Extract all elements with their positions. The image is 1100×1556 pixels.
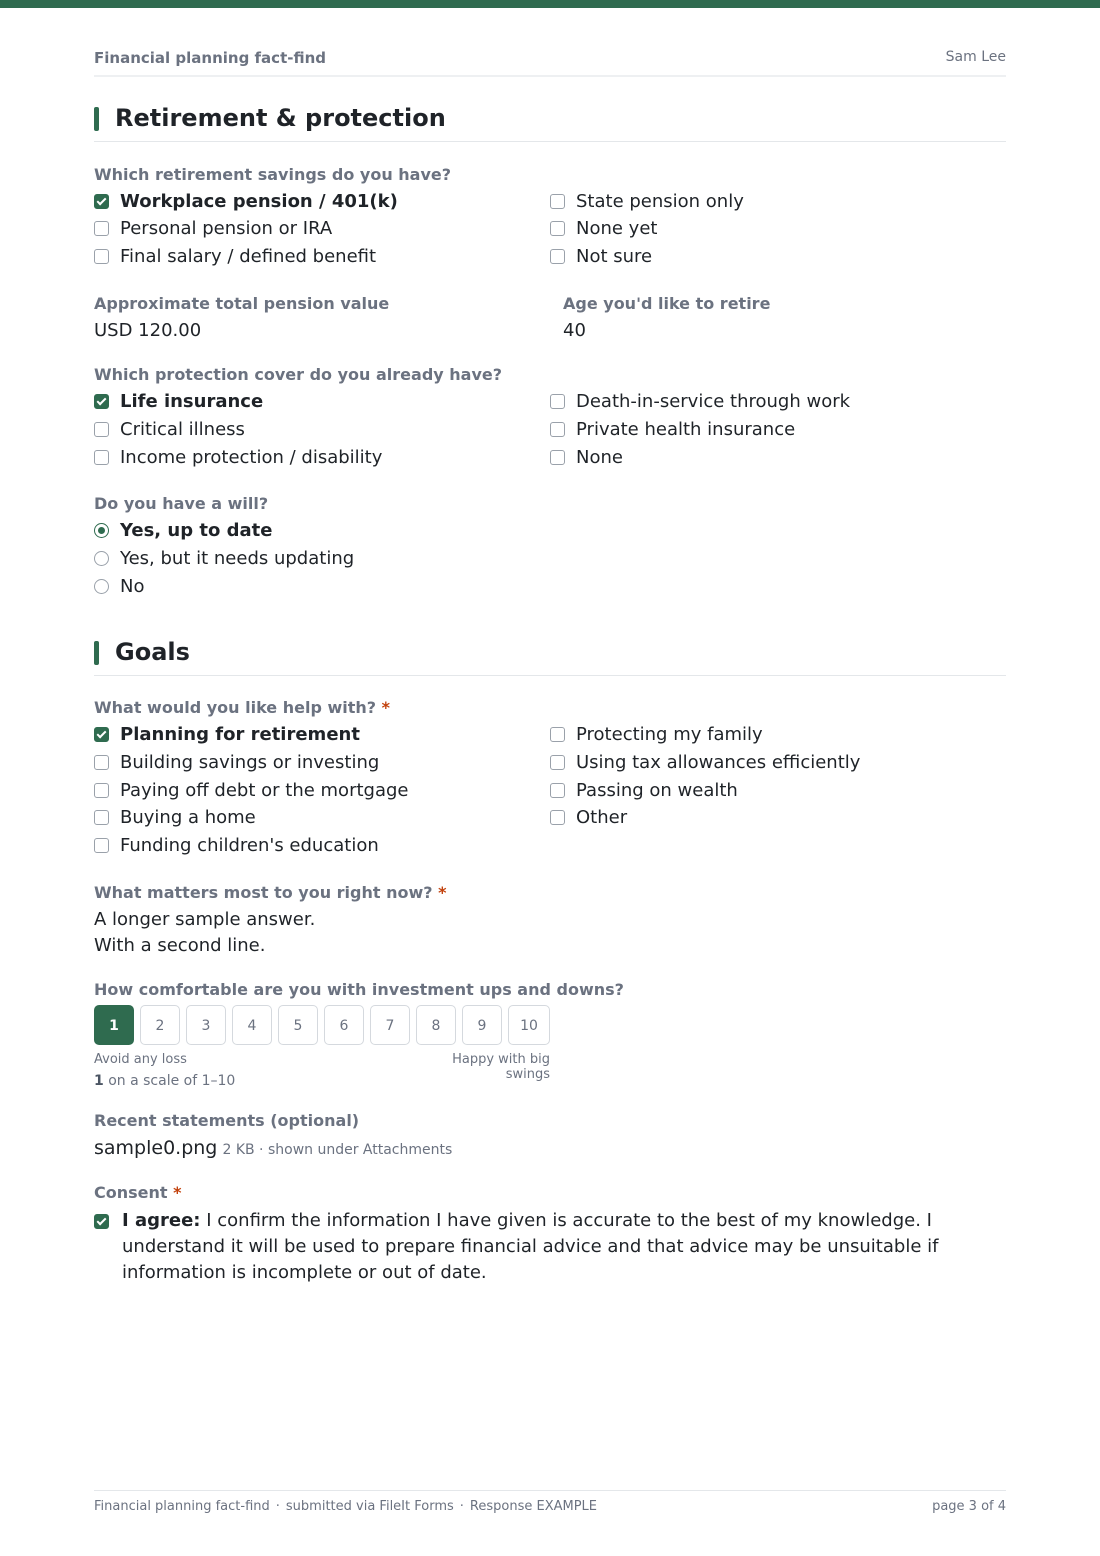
checkbox-icon — [94, 755, 109, 770]
matters-most-answer-line-1: A longer sample answer. — [94, 909, 316, 930]
option-label: Income protection / disability — [120, 447, 383, 468]
option-label: None yet — [576, 218, 658, 239]
question-protection: Which protection cover do you already have? — [94, 365, 503, 384]
radio-icon — [94, 579, 109, 594]
checkbox-icon — [550, 422, 565, 437]
checkbox-checked-icon — [94, 1214, 109, 1229]
question-statements: Recent statements (optional) — [94, 1111, 360, 1130]
scale-high-label: Happy with big swings — [452, 1052, 550, 1082]
consent-statement — [122, 1208, 994, 1286]
option-label: Passing on wealth — [576, 780, 738, 801]
question-consent — [94, 1183, 182, 1203]
required-marker: * — [381, 698, 390, 717]
option-label: Using tax allowances efficiently — [576, 752, 861, 773]
footer-response: Response EXAMPLE — [469, 1499, 597, 1514]
scale-point-7[interactable]: 7 — [370, 1005, 410, 1045]
question-help-with — [94, 698, 390, 718]
scale-low-label: Avoid any loss — [94, 1052, 187, 1067]
option-label: Private health insurance — [576, 419, 796, 440]
checkbox-icon — [94, 221, 109, 236]
required-marker: * — [173, 1183, 182, 1202]
pension-value-answer: USD 120.00 — [94, 320, 202, 341]
attachment-filename[interactable]: sample0.png — [94, 1137, 218, 1159]
checkbox-icon — [550, 450, 565, 465]
footer-submitted: submitted via FileIt Forms — [285, 1499, 454, 1514]
footer-form-name: Financial planning fact-find — [94, 1499, 270, 1514]
option-label: Protecting my family — [576, 724, 763, 745]
checkbox-checked-icon — [94, 194, 109, 209]
checkbox-icon — [94, 810, 109, 825]
checkbox-icon — [94, 838, 109, 853]
option-label: No — [120, 576, 145, 597]
option-label: Buying a home — [120, 807, 256, 828]
checkbox-icon — [550, 783, 565, 798]
scale-summary-text: on a scale of 1–10 — [108, 1073, 236, 1089]
option-label: Funding children's education — [120, 835, 379, 856]
question-risk-scale: How comfortable are you with investment ups and downs? — [94, 980, 624, 999]
scale-point-4[interactable]: 4 — [232, 1005, 272, 1045]
footer-separator: · — [459, 1499, 464, 1514]
attachment-meta: 2 KB · shown under Attachments — [222, 1142, 453, 1158]
option-label: Final salary / defined benefit — [120, 246, 377, 267]
option-label: Yes, up to date — [120, 520, 273, 541]
question-text: Consent — [94, 1183, 168, 1202]
scale-point-1[interactable]: 1 — [94, 1005, 134, 1045]
footer-left — [94, 1499, 597, 1514]
section-heading-retirement — [94, 103, 1006, 142]
checkbox-icon — [550, 221, 565, 236]
section-accent-bar — [94, 107, 99, 131]
scale-point-10[interactable]: 10 — [508, 1005, 550, 1045]
section-title: Retirement & protection — [115, 104, 446, 132]
radio-icon — [94, 551, 109, 566]
option-label: Personal pension or IRA — [120, 218, 333, 239]
consent-text: I confirm the information I have given is accurate to the best of my knowledge. I understand it will be used to prepare financial advice and that advice may be unsuitable if information is incomplete or out of date. — [122, 1210, 939, 1283]
option-label: Critical illness — [120, 419, 245, 440]
scale-point-3[interactable]: 3 — [186, 1005, 226, 1045]
option-label: Other — [576, 807, 628, 828]
question-pension-value: Approximate total pension value — [94, 294, 390, 313]
matters-most-answer-line-2: With a second line. — [94, 935, 266, 956]
checkbox-icon — [94, 450, 109, 465]
question-matters-most — [94, 883, 447, 903]
checkbox-icon — [550, 394, 565, 409]
option-label: Building savings or investing — [120, 752, 380, 773]
checkbox-icon — [550, 810, 565, 825]
footer-separator: · — [275, 1499, 280, 1514]
option-label: State pension only — [576, 191, 744, 212]
checkbox-icon — [94, 422, 109, 437]
scale-point-6[interactable]: 6 — [324, 1005, 364, 1045]
option-label: Planning for retirement — [120, 724, 360, 745]
running-header — [94, 49, 1006, 77]
scale-summary — [94, 1073, 235, 1089]
option-label: Yes, but it needs updating — [120, 548, 355, 569]
option-label: Life insurance — [120, 391, 264, 412]
section-title: Goals — [115, 638, 190, 666]
required-marker: * — [438, 883, 447, 902]
section-heading-goals — [94, 637, 1006, 676]
checkbox-icon — [550, 249, 565, 264]
retire-age-answer: 40 — [563, 320, 586, 341]
option-label: Workplace pension / 401(k) — [120, 191, 398, 212]
attachment-entry — [94, 1137, 452, 1159]
checkbox-icon — [550, 755, 565, 770]
section-accent-bar — [94, 641, 99, 665]
checkbox-icon — [550, 727, 565, 742]
question-text: What would you like help with? — [94, 698, 377, 717]
option-label: Death-in-service through work — [576, 391, 851, 412]
checkbox-icon — [550, 194, 565, 209]
risk-scale — [94, 1005, 554, 1047]
page-footer — [94, 1490, 1006, 1521]
document-title: Financial planning fact-find — [94, 49, 326, 67]
question-will: Do you have a will? — [94, 494, 269, 513]
scale-point-9[interactable]: 9 — [462, 1005, 502, 1045]
scale-point-8[interactable]: 8 — [416, 1005, 456, 1045]
top-accent-bar — [0, 0, 1100, 8]
consent-lead: I agree: — [122, 1210, 201, 1231]
respondent-name: Sam Lee — [945, 49, 1006, 65]
scale-point-2[interactable]: 2 — [140, 1005, 180, 1045]
option-label: None — [576, 447, 623, 468]
question-retirement-savings: Which retirement savings do you have? — [94, 165, 452, 184]
checkbox-checked-icon — [94, 394, 109, 409]
checkbox-icon — [94, 783, 109, 798]
footer-page-number: page 3 of 4 — [932, 1499, 1006, 1514]
option-label: Not sure — [576, 246, 653, 267]
question-retire-age: Age you'd like to retire — [563, 294, 771, 313]
question-text: What matters most to you right now? — [94, 883, 433, 902]
option-label: Paying off debt or the mortgage — [120, 780, 409, 801]
scale-point-5[interactable]: 5 — [278, 1005, 318, 1045]
checkbox-icon — [94, 249, 109, 264]
scale-summary-value: 1 — [94, 1073, 104, 1089]
checkbox-checked-icon — [94, 727, 109, 742]
radio-selected-icon — [94, 523, 109, 538]
